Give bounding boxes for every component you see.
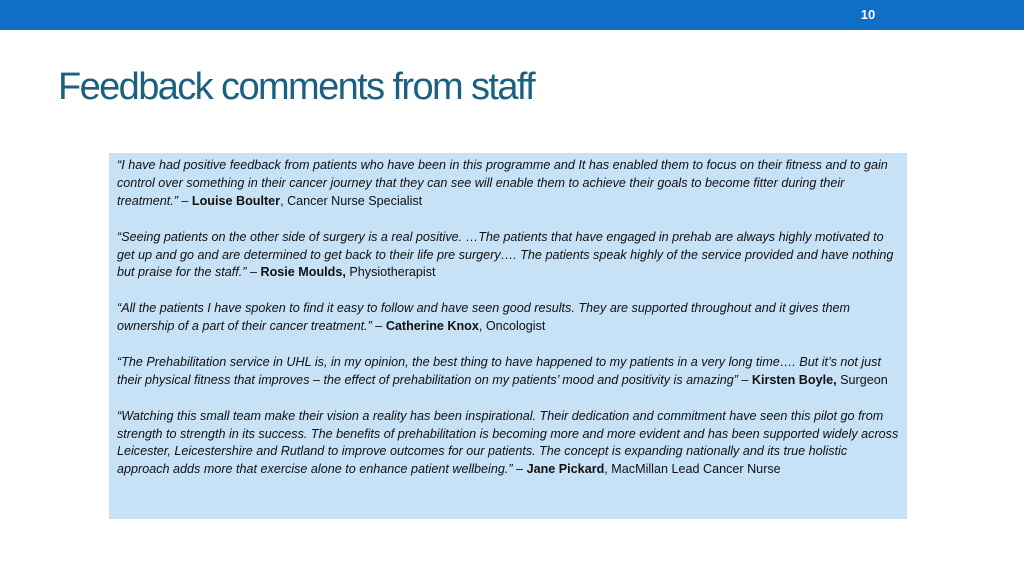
slide-title: Feedback comments from staff: [58, 66, 535, 108]
quote-separator: –: [371, 319, 386, 334]
quote-role: , Oncologist: [478, 319, 546, 334]
feedback-quotes-box: [109, 153, 907, 519]
quote-text: “The Prehabilitation service in UHL is, in my opinion, the best thing to have happened to my patients in a very long time…. But it’s not just their physical fitness that improves – the effect of prehabilitation on my patients’ mood and positivity is amazing”: [117, 354, 881, 387]
quote-rosie-moulds: [117, 229, 899, 283]
quote-role: , Cancer Nurse Specialist: [280, 193, 423, 208]
quote-author: Kirsten Boyle,: [751, 372, 837, 387]
quote-separator: –: [246, 265, 261, 280]
quote-role: , MacMillan Lead Cancer Nurse: [604, 462, 781, 477]
quote-catherine-knox: [117, 300, 899, 336]
quote-separator: –: [512, 462, 527, 477]
quote-kirsten-boyle: [117, 354, 899, 390]
quote-text: “Watching this small team make their vision a reality has been inspirational. Their dedication and commitment have seen this pilot go from strength to strength in its success. The benefits of prehabilitation is becoming more and more evident and has been supported widely across Leicester, Leicestershire and Rutland to improve outcomes for our patients. The concept is expanding nationally and its true holistic approach adds more that exercise alone to enhance patient wellbeing.”: [117, 408, 899, 477]
quote-role: Physiotherapist: [345, 265, 436, 280]
quote-text: “All the patients I have spoken to find it easy to follow and have seen good results. They are supported throughout and it gives them ownership of a part of their cancer treatment.”: [117, 301, 850, 334]
quote-text: “Seeing patients on the other side of surgery is a real positive. …The patients that have engaged in prehab are always highly motivated to get up and go and are determined to get back to their life pre surgery…. The patients speak highly of the service provided and have nothing but praise for the staff.”: [117, 229, 894, 280]
quote-jane-pickard: [117, 408, 899, 480]
quote-role: Surgeon: [836, 372, 888, 387]
header-bar: [0, 0, 1024, 30]
quote-separator: –: [737, 372, 752, 387]
quote-author: Catherine Knox: [385, 319, 479, 334]
page-number: 10: [860, 7, 876, 22]
quote-author: Rosie Moulds,: [260, 265, 346, 280]
quote-louise-boulter: [117, 157, 899, 211]
quote-author: Louise Boulter: [191, 193, 281, 208]
quote-author: Jane Pickard: [526, 462, 605, 477]
quote-separator: –: [177, 193, 192, 208]
quote-text: “I have had positive feedback from patients who have been in this programme and It has enabled them to focus on their fitness and to gain control over something in their cancer journey that they can see will enable them to achieve their goals to become fitter during their treatment.”: [117, 158, 888, 208]
